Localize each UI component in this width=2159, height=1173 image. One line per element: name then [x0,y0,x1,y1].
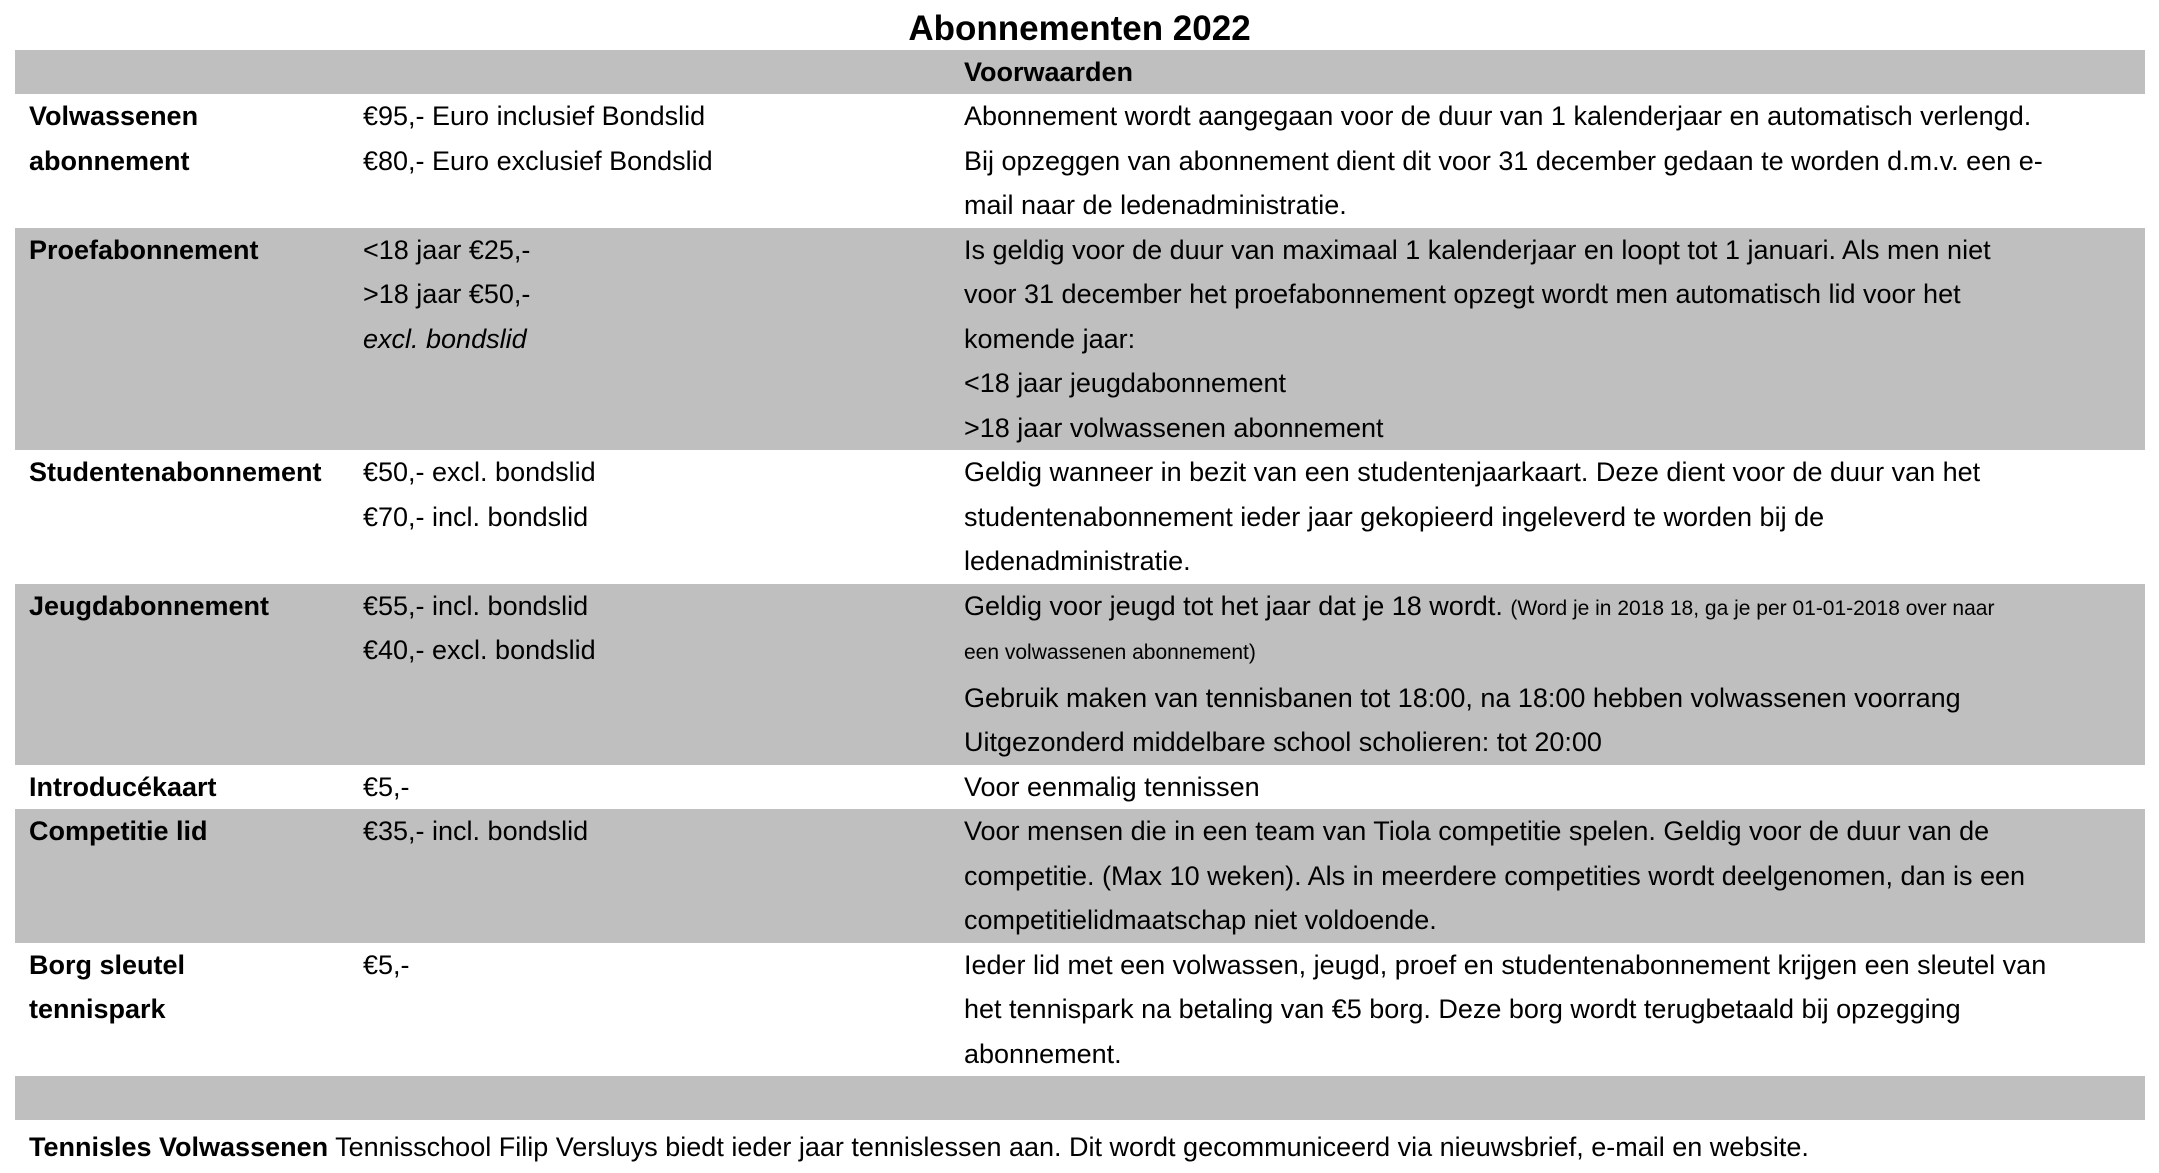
subscription-name: Volwassenen abonnement [29,101,199,176]
footer-label: Tennisles Volwassenen [29,1132,329,1162]
subscription-name: Competitie lid [29,816,208,846]
subscription-conditions: Ieder lid met een volwassen, jeugd, proef en studentenabonnement krijgen een sleutel van het tennispark na betaling van €5 borg. Deze borg wordt terugbetaald bij opzegging abonnement. [964,949,2047,1069]
subscription-conditions: Geldig voor jeugd tot het jaar dat je 18 wordt. (Word je in 2018 18, ga je per 01-01-2018 over naar een volwassenen abonnement) Gebruik maken van tennisbanen tot 18:00, na 18:00 hebben volwassenen voorrang Uitgezonderd middelbare school scholieren: tot 20:00 [964,590,1995,757]
subscription-name: Borg sleutel tennispark [29,949,186,1024]
subscription-price: €5,- [363,771,410,802]
header-col-name [15,50,357,94]
subscription-name: Introducékaart [29,771,217,802]
table-row [15,94,2145,228]
table-row [15,943,2145,1077]
page-title: Abonnementen 2022 [908,9,1251,48]
table-row [15,809,2145,943]
subscription-conditions: Is geldig voor de duur van maximaal 1 kalenderjaar en loopt tot 1 januari. Als men niet voor 31 december het proefabonnement opzegt wordt men automatisch lid voor het komende jaar: <18 jaar jeugdabonnement >18 jaar volwassenen abonnement [964,234,1991,443]
subscription-price: €95,- Euro inclusief Bondslid €80,- Euro exclusief Bondslid [363,101,713,176]
table-row [15,228,2145,451]
subscription-price: €5,- [363,949,410,980]
subscription-price: <18 jaar €25,- >18 jaar €50,- excl. bondslid [363,234,531,354]
subscription-conditions: Voor mensen die in een team van Tiola competitie spelen. Geldig voor de duur van de competitie. (Max 10 weken). Als in meerdere competities wordt deelgenomen, dan is een competitielidmaatschap niet voldoende. [964,816,2026,935]
table-row [15,584,2145,765]
table-header-row [15,50,2145,94]
subscriptions-table [15,50,2145,1120]
subscription-conditions: Voor eenmalig tennissen [964,771,1260,802]
subscription-name: Jeugdabonnement [29,590,270,621]
header-col-conditions [964,50,2145,94]
header-conditions-label: Voorwaarden [964,57,1134,87]
subscription-price: €50,- excl. bondslid €70,- incl. bondslid [363,457,596,532]
table-row [15,765,2145,810]
table-row [15,450,2145,584]
footer-text: Tennisschool Filip Versluys biedt ieder jaar tennislessen aan. Dit wordt gecommuniceerd via nieuwsbrief, e-mail en website. [328,1132,1809,1162]
subscription-conditions: Geldig wanneer in bezit van een studentenjaarkaart. Deze dient voor de duur van het studentenabonnement ieder jaar gekopieerd ingeleverd te worden bij de ledenadministratie. [964,457,1981,576]
subscription-name: Studentenabonnement [29,457,322,487]
subscription-name: Proefabonnement [29,234,259,265]
footer-note [29,1125,1809,1169]
subscription-price: €35,- incl. bondslid [363,816,589,846]
subscription-conditions: Abonnement wordt aangegaan voor de duur van 1 kalenderjaar en automatisch verlengd. Bij opzeggen van abonnement dient dit voor 31 december gedaan te worden d.m.v. een e- mail naar de ledenadministratie. [964,101,2043,220]
subscription-price: €55,- incl. bondslid €40,- excl. bondslid [363,590,596,665]
table-empty-row [15,1076,2145,1120]
header-col-price [357,50,964,94]
